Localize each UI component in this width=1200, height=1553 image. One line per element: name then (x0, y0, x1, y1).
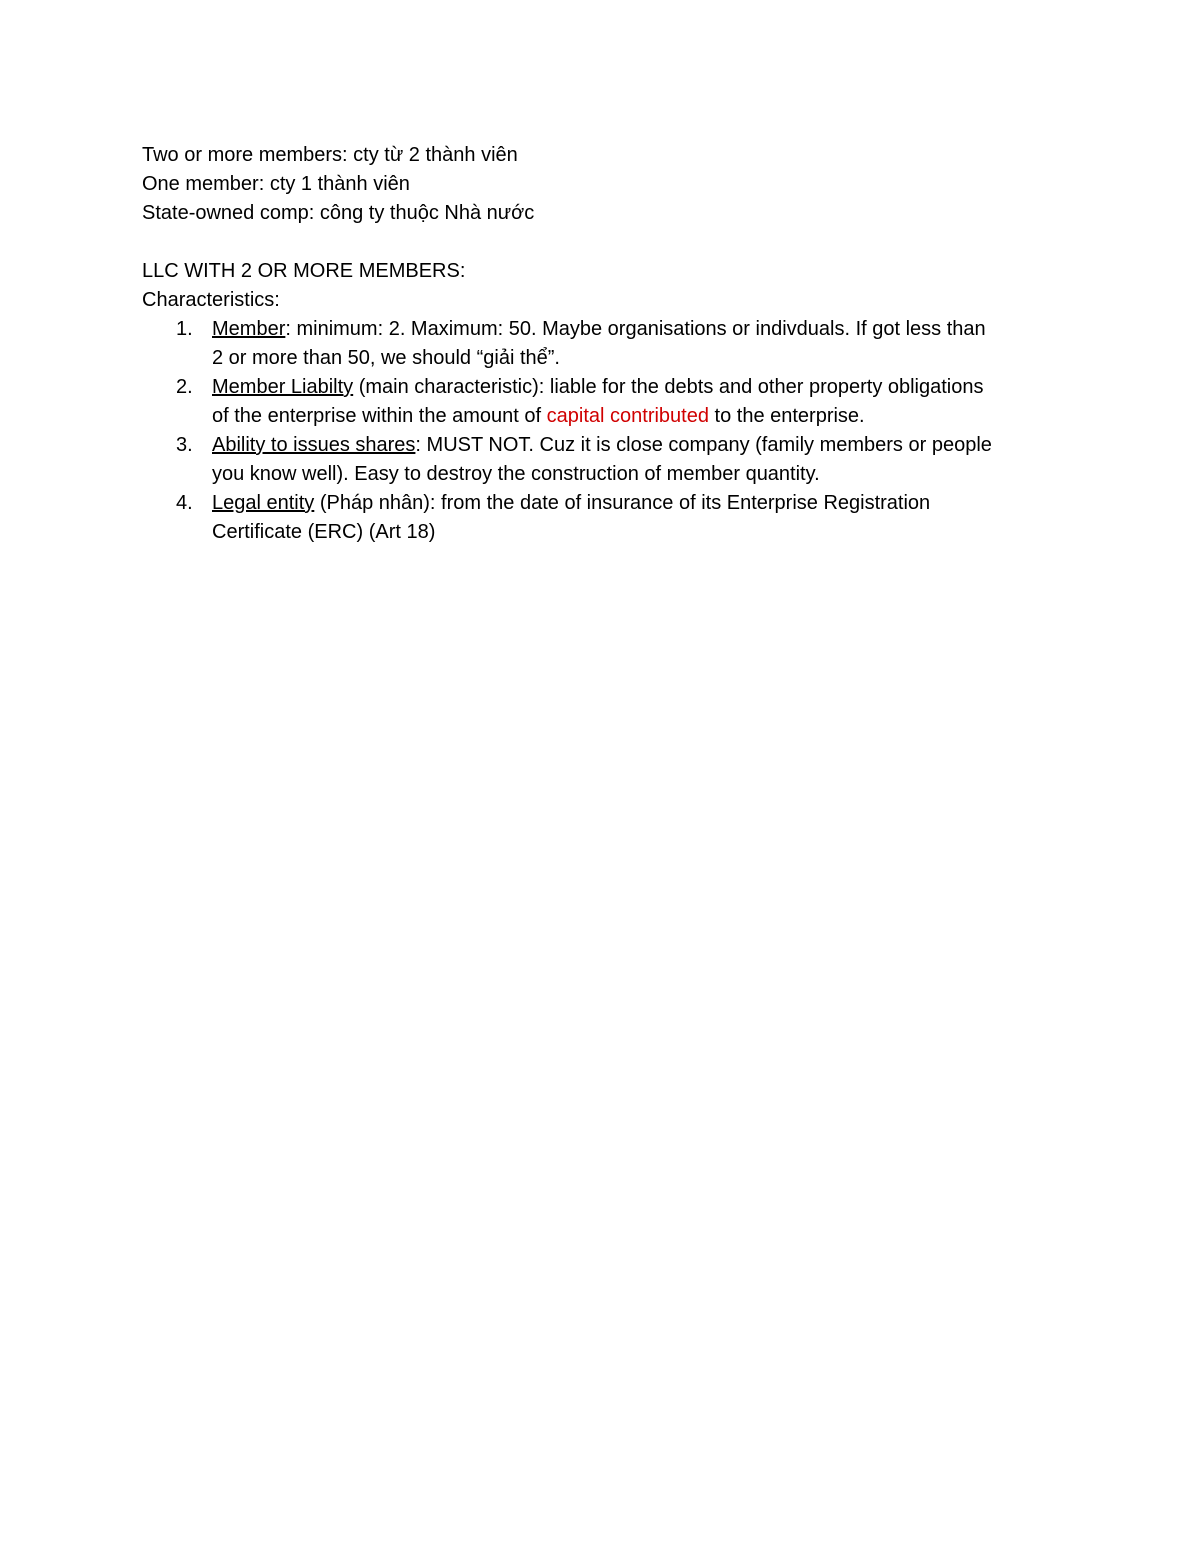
list-item-text: Certificate (ERC) (Art 18) (212, 521, 436, 543)
list-item (142, 489, 1082, 547)
list-item-text: (Pháp nhân): from the date of insurance of its Enterprise Registration (314, 492, 931, 514)
list-item-text: 2 or more than 50, we should “giải thể”. (212, 347, 560, 369)
characteristics-list (142, 315, 1082, 547)
list-item-term: Member (212, 318, 286, 340)
section-heading: LLC WITH 2 OR MORE MEMBERS: (142, 260, 466, 282)
list-item-text: you know well). Easy to destroy the construction of member quantity. (212, 463, 820, 485)
list-item-number: 1. (176, 318, 193, 340)
list-item-number: 2. (176, 376, 193, 398)
section-subheading: Characteristics: (142, 289, 280, 311)
list-item-text: of the enterprise within the amount of (212, 405, 547, 427)
list-item-number: 3. (176, 434, 193, 456)
highlighted-text: capital contributed (546, 405, 709, 427)
list-item-number: 4. (176, 492, 193, 514)
blank-line (142, 228, 1082, 257)
list-item-text: : MUST NOT. Cuz it is close company (family members or people (415, 434, 992, 456)
list-item (142, 431, 1082, 489)
list-item-term: Legal entity (212, 492, 315, 514)
list-item (142, 373, 1082, 431)
intro-line-1: Two or more members: cty từ 2 thành viên (142, 144, 518, 166)
list-item (142, 315, 1082, 373)
list-item-term: Member Liabilty (212, 376, 354, 398)
list-item-text: : minimum: 2. Maximum: 50. Maybe organisations or indivduals. If got less than (285, 318, 986, 340)
list-item-text: to the enterprise. (708, 405, 865, 427)
document-page (142, 141, 1082, 547)
list-item-text: (main characteristic): liable for the debts and other property obligations (353, 376, 984, 398)
list-item-term: Ability to issues shares (212, 434, 416, 456)
intro-line-2: One member: cty 1 thành viên (142, 173, 410, 195)
intro-line-3: State-owned comp: công ty thuộc Nhà nước (142, 202, 535, 224)
